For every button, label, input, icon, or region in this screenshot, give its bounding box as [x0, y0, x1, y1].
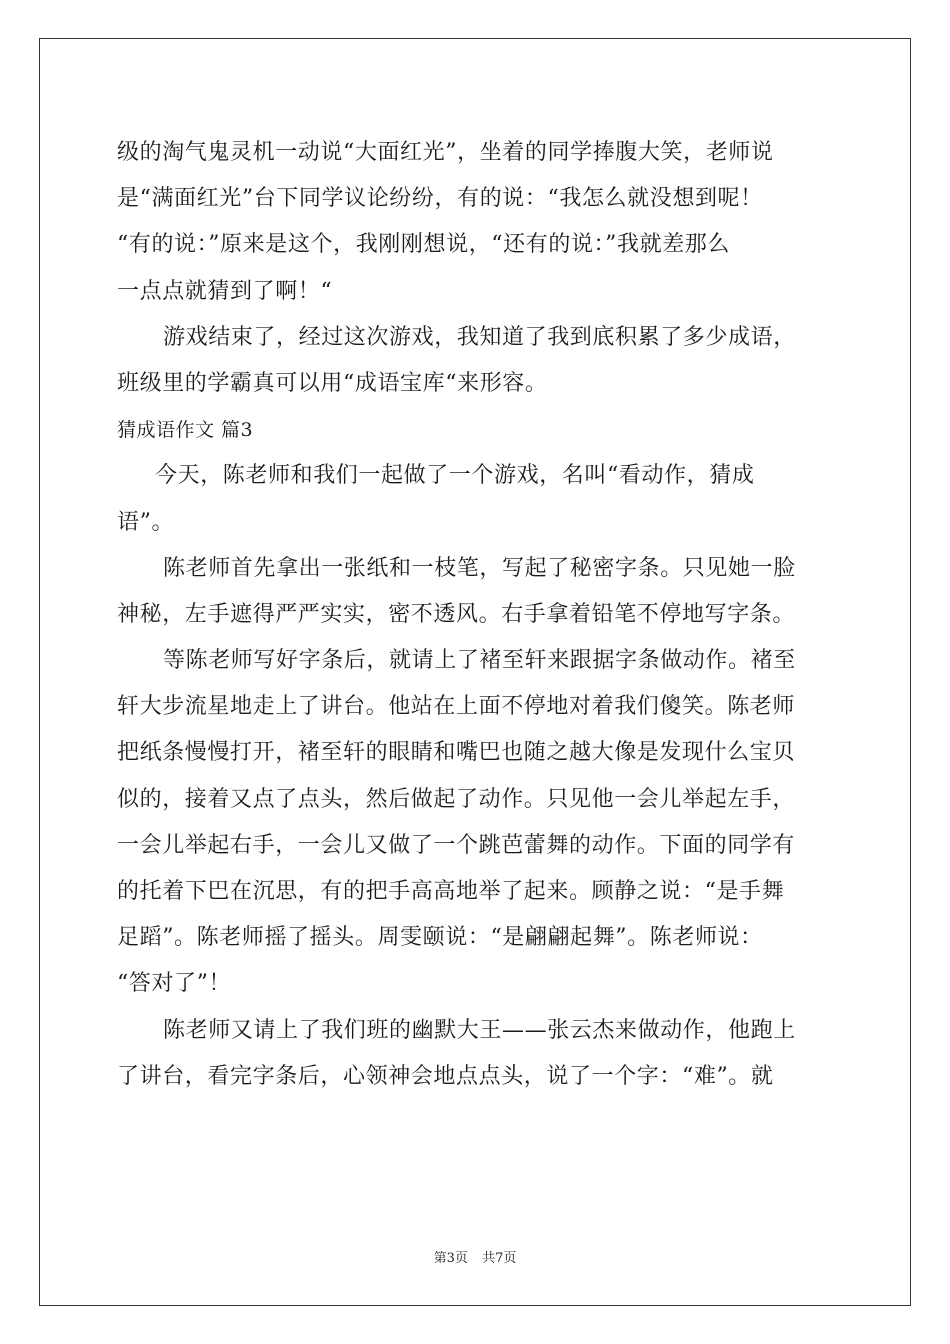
- text-line: 足蹈”。陈老师摇了摇头。周雯颐说：“是翩翩起舞”。陈老师说：: [117, 925, 763, 951]
- text-line: 轩大步流星地走上了讲台。他站在上面不停地对着我们傻笑。陈老师: [117, 694, 796, 720]
- page-total: 共7页: [482, 1251, 517, 1266]
- text-line: 的托着下巴在沉思，有的把手高高地举了起来。顾静之说：“是手舞: [117, 879, 785, 904]
- paragraph-start: 游戏结束了，经过这次游戏，我知道了我到底积累了多少成语，: [163, 324, 796, 350]
- text-line: 神秘，左手遮得严严实实，密不透风。右手拿着铅笔不停地写字条。: [117, 601, 796, 627]
- text-line: “有的说：”原来是这个，我刚刚想说，“还有的说：”我就差那么: [117, 232, 730, 258]
- page-footer: [0, 1247, 950, 1266]
- text-line: 一点点就猜到了啊！“: [117, 278, 333, 304]
- paragraph-start: 陈老师首先拿出一张纸和一枝笔，写起了秘密字条。只见她一脸: [163, 555, 796, 581]
- paragraph-start: 今天，陈老师和我们一起做了一个游戏，名叫“看动作，猜成: [155, 463, 755, 489]
- document-body: [117, 130, 837, 1100]
- text-line: 似的，接着又点了点头，然后做起了动作。只见他一会儿举起左手，: [117, 786, 796, 812]
- page-number: 第3页: [433, 1251, 468, 1266]
- text-line: “答对了”！: [117, 971, 232, 997]
- text-line: 了讲台，看完字条后，心领神会地点点头，说了一个字：“难”。就: [117, 1063, 774, 1089]
- text-line: 级的淘气鬼灵机一动说“大面红光”，坐着的同学捧腹大笑，老师说: [117, 140, 774, 165]
- paragraph-start: 等陈老师写好字条后，就请上了褚至轩来跟据字条做动作。褚至: [163, 648, 796, 674]
- text-line: 语”。: [117, 509, 175, 535]
- paragraph-start: 陈老师又请上了我们班的幽默大王——张云杰来做动作，他跑上: [163, 1017, 796, 1043]
- text-line: 一会儿举起右手，一会儿又做了一个跳芭蕾舞的动作。下面的同学有: [117, 832, 796, 858]
- text-line: 把纸条慢慢打开，褚至轩的眼睛和嘴巴也随之越大像是发现什么宝贝: [117, 740, 796, 766]
- text-line: 是“满面红光”台下同学议论纷纷，有的说：“我怎么就没想到呢！: [117, 186, 763, 212]
- text-line: 班级里的学霸真可以用“成语宝库“来形容。: [117, 370, 548, 396]
- section-heading: 猜成语作文 篇3: [117, 419, 254, 442]
